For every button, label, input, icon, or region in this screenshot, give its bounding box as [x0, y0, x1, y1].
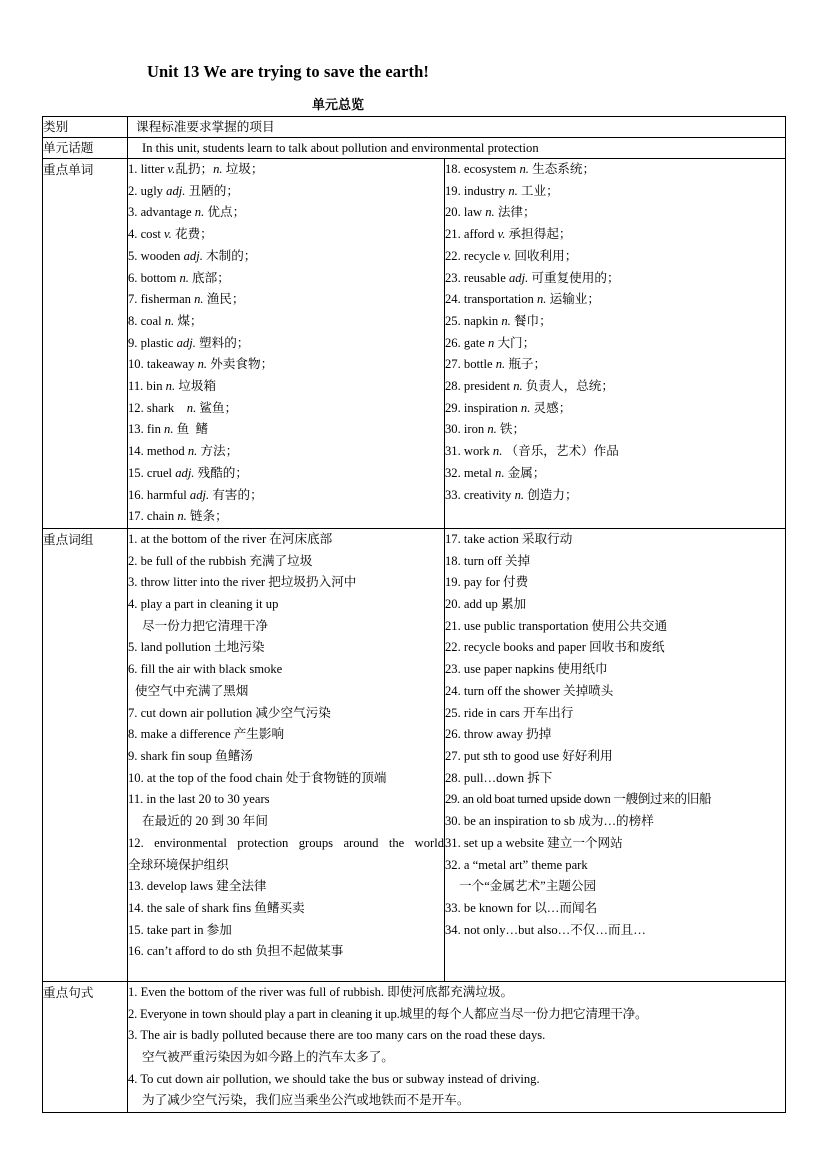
- vocab-meaning: 回收利用；: [511, 248, 578, 263]
- phrase-item: 11. in the last 20 to 30 years: [128, 792, 270, 807]
- vocab-item: [128, 268, 444, 290]
- vocab-meaning: 生态系统；: [528, 162, 596, 176]
- phrase-item: 30. be an inspiration to sb 成为…的榜样: [445, 814, 654, 829]
- phrase-item: 20. add up 累加: [445, 597, 527, 612]
- phrase-item: 34. not only…but also…不仅…而且…: [445, 922, 646, 937]
- vocab-meaning: 优点；: [204, 205, 246, 220]
- phrase-translation: 在最近的 20 到 30 年间: [142, 814, 268, 829]
- phrase-item: 3. throw litter into the river 把垃圾扔入河中: [128, 575, 357, 590]
- vocab-word: 4. cost: [128, 227, 165, 242]
- vocab-left-cell: [128, 159, 445, 529]
- sentences-label: 重点句式: [43, 981, 128, 1112]
- vocab-word: 20. law: [445, 205, 486, 220]
- header-category: 类别: [43, 117, 128, 138]
- sentence-translation: 空气被严重污染因为如今路上的汽车太多了。: [142, 1050, 394, 1065]
- vocab-word: 24. transportation: [445, 292, 537, 307]
- vocab-meaning: 木制的；: [202, 248, 257, 263]
- part-of-speech: n.: [487, 422, 497, 437]
- vocab-right-list: [445, 159, 785, 506]
- vocab-word: 17. chain: [128, 509, 178, 524]
- phrase-item: 2. be full of the rubbish 充满了垃圾: [128, 553, 313, 568]
- vocab-item: [445, 311, 785, 333]
- vocab-item: [128, 333, 444, 355]
- phrase-item: 21. use public transportation 使用公共交通: [445, 618, 668, 633]
- vocab-item: [445, 181, 785, 203]
- vocab-word: 6. bottom: [128, 270, 180, 285]
- vocab-word: 15. cruel: [128, 465, 176, 480]
- vocab-meaning: 乱扔；: [175, 162, 214, 176]
- phrase-item: 19. pay for 付费: [445, 575, 529, 590]
- vocab-word: 3. advantage: [128, 205, 195, 220]
- vocab-item: [445, 463, 785, 485]
- vocab-item: [445, 268, 785, 290]
- vocab-meaning: 有害的；: [209, 487, 263, 502]
- phrase-item: 17. take action 采取行动: [445, 531, 573, 546]
- vocab-item: [128, 463, 444, 485]
- vocab-meaning: 铁；: [496, 422, 526, 437]
- vocab-word: 2. ugly: [128, 183, 167, 198]
- part-of-speech: n.: [179, 270, 189, 285]
- vocab-word: 30. iron: [445, 422, 488, 437]
- vocab-word: 12. shark: [128, 400, 187, 415]
- sentence-item: 3. The air is badly polluted because there are too many cars on the road these days.: [128, 1028, 546, 1043]
- vocab-word: 5. wooden: [128, 248, 184, 263]
- vocab-meaning: 垃圾；: [222, 162, 264, 176]
- vocab-word: 29. inspiration: [445, 400, 521, 415]
- phrase-item: 9. shark fin soup 鱼鳍汤: [128, 748, 253, 763]
- phrase-translation: 使空气中充满了黑烟: [135, 683, 249, 698]
- phrase-item: 5. land pollution 土地污染: [128, 640, 265, 655]
- phrase-item: 15. take part in 参加: [128, 922, 232, 937]
- phrase-item: 28. pull…down 拆下: [445, 770, 553, 785]
- part-of-speech: n.: [520, 400, 531, 415]
- vocab-word: 13. fin: [128, 422, 165, 437]
- vocab-item: [445, 159, 785, 181]
- phrase-item: 32. a “metal art” theme park: [445, 857, 588, 872]
- vocab-label: 重点单词: [43, 159, 128, 529]
- part-of-speech: n: [488, 335, 495, 350]
- topic-label: 单元话题: [43, 138, 128, 159]
- vocab-item: [445, 202, 785, 224]
- vocab-item: [128, 376, 444, 398]
- vocab-word: 22. recycle: [445, 248, 504, 263]
- vocab-word: 10. takeaway: [128, 357, 198, 372]
- phrase-item: 4. play a part in cleaning it up: [128, 597, 279, 612]
- vocab-word: 21. afford: [445, 227, 498, 242]
- vocab-item: [445, 398, 785, 420]
- vocab-word: 33. creativity: [445, 487, 515, 502]
- vocab-meaning: 金属；: [504, 465, 546, 480]
- vocab-item: [128, 398, 444, 420]
- sentences-cell: [128, 981, 786, 1112]
- part-of-speech: n.: [492, 444, 503, 459]
- phrase-item: 1. at the bottom of the river 在河床底部: [128, 531, 333, 546]
- part-of-speech: adj.: [183, 248, 203, 263]
- vocab-item: [445, 289, 785, 311]
- vocab-word: 9. plastic: [128, 335, 177, 350]
- vocab-item: [128, 506, 444, 528]
- part-of-speech: n.: [197, 357, 208, 372]
- vocab-word: 31. work: [445, 444, 493, 459]
- part-of-speech: n.: [519, 162, 529, 176]
- vocab-item: [445, 441, 785, 463]
- vocab-word: 32. metal: [445, 465, 496, 480]
- phrase-item: 23. use paper napkins 使用纸巾: [445, 662, 608, 677]
- vocab-meaning: 链条；: [186, 509, 228, 524]
- vocab-item: [128, 419, 444, 441]
- part-of-speech: adj.: [189, 487, 210, 502]
- part-of-speech: n.: [514, 487, 525, 502]
- phrase-item: 31. set up a website 建立一个网站: [445, 835, 623, 850]
- vocab-meaning: （音乐，艺术）作品: [502, 444, 619, 459]
- vocab-item: [445, 246, 785, 268]
- vocab-item: [128, 224, 444, 246]
- phrase-item: 7. cut down air pollution 减少空气污染: [128, 705, 331, 720]
- vocab-word: 19. industry: [445, 183, 509, 198]
- part-of-speech: n.: [495, 357, 506, 372]
- vocab-item: [445, 224, 785, 246]
- part-of-speech: adj.: [176, 335, 196, 350]
- vocab-meaning: 鱼 鳍: [173, 422, 209, 437]
- part-of-speech: n.: [194, 205, 205, 220]
- sentence-item: 2. Everyone in town should play a part in cleaning it up.城里的每个人都应当尽一份力把它清理干净。: [128, 1006, 648, 1021]
- vocab-meaning: 煤；: [174, 313, 203, 328]
- part-of-speech: v.: [503, 248, 512, 263]
- vocab-meaning: 瓶子；: [505, 357, 547, 372]
- part-of-speech: n.: [165, 379, 176, 394]
- part-of-speech: n.: [164, 313, 175, 328]
- phrase-item: 13. develop laws 建全法律: [128, 879, 267, 894]
- phrase-translation: 一个“金属艺术”主题公园: [459, 879, 597, 894]
- vocab-item: [128, 441, 444, 463]
- vocab-word: 28. president: [445, 379, 514, 394]
- part-of-speech: n.: [495, 465, 505, 480]
- vocab-item: [445, 419, 785, 441]
- part-of-speech: n.: [508, 183, 518, 198]
- vocab-item: [128, 354, 444, 376]
- sentence-translation: 为了减少空气污染，我们应当乘坐公汽或地铁而不是开车。: [142, 1093, 470, 1108]
- phrase-item: 25. ride in cars 开车出行: [445, 705, 574, 720]
- header-items: 课程标准要求掌握的项目: [128, 117, 786, 138]
- part-of-speech: v.: [164, 227, 172, 242]
- vocab-meaning: 运输业；: [546, 292, 600, 307]
- phrase-item: 26. throw away 扔掉: [445, 727, 552, 742]
- vocab-meaning: 渔民；: [203, 292, 245, 307]
- sentence-item: 4. To cut down air pollution, we should take the bus or subway instead of driving.: [128, 1071, 540, 1086]
- phrase-item: 6. fill the air with black smoke: [128, 662, 283, 677]
- vocab-meaning: 餐巾；: [510, 313, 552, 328]
- vocab-meaning: 可重复使用的；: [528, 270, 620, 285]
- part-of-speech: adj.: [509, 270, 529, 285]
- phrases-row: [43, 528, 786, 981]
- vocab-item: [445, 333, 785, 355]
- vocab-meaning: 灵感；: [530, 400, 572, 415]
- header-row: [43, 117, 786, 138]
- vocab-meaning: 工业；: [517, 183, 559, 198]
- vocab-right-cell: [445, 159, 786, 529]
- phrases-right-cell: [445, 528, 786, 981]
- vocab-meaning: 底部；: [188, 270, 230, 285]
- vocab-meaning: 方法；: [197, 444, 239, 459]
- part-of-speech: n.: [213, 162, 223, 176]
- part-of-speech: n.: [537, 292, 547, 307]
- vocab-meaning: 法律；: [494, 205, 536, 220]
- section-subtitle: 单元总览: [312, 97, 365, 112]
- phrase-translation: 尽一份力把它清理干净: [142, 618, 268, 633]
- vocab-word: 16. harmful: [128, 487, 190, 502]
- vocab-item: [128, 485, 444, 507]
- vocab-meaning: 承担得起；: [505, 227, 572, 242]
- phrases-label: 重点词组: [43, 528, 128, 981]
- vocab-item: [128, 159, 444, 181]
- vocab-word: 27. bottle: [445, 357, 496, 372]
- vocab-meaning: 垃圾箱: [175, 379, 217, 394]
- phrase-item: 33. be known for 以…而闻名: [445, 900, 598, 915]
- part-of-speech: adj.: [166, 183, 186, 198]
- sentence-item: 1. Even the bottom of the river was full of rubbish. 即使河底都充满垃圾。: [128, 984, 514, 999]
- phrase-item: 27. put sth to good use 好好利用: [445, 748, 613, 763]
- part-of-speech: n.: [485, 205, 495, 220]
- unit-overview-table: [42, 116, 786, 1113]
- phrase-item: 24. turn off the shower 关掉喷头: [445, 683, 614, 698]
- vocab-meaning: 塑料的；: [195, 335, 250, 350]
- vocab-meaning: 鲨鱼；: [196, 400, 238, 415]
- vocab-meaning: 丑陋的；: [185, 183, 239, 198]
- vocab-item: [128, 311, 444, 333]
- part-of-speech: adj.: [175, 465, 195, 480]
- vocab-left-list: [128, 159, 444, 528]
- vocab-row: [43, 159, 786, 529]
- vocab-word: 8. coal: [128, 313, 165, 328]
- vocab-item: [128, 246, 444, 268]
- vocab-word: 23. reusable: [445, 270, 509, 285]
- phrase-item: 29. an old boat turned upside down 一艘倒过来的旧船: [445, 792, 712, 807]
- vocab-item: [128, 289, 444, 311]
- page-title: Unit 13 We are trying to save the earth!: [147, 62, 430, 81]
- vocab-meaning: 负责人，总统；: [522, 379, 614, 394]
- part-of-speech: n.: [513, 379, 523, 394]
- phrase-item: 18. turn off 关掉: [445, 553, 531, 568]
- part-of-speech: n.: [186, 400, 197, 415]
- vocab-item: [445, 376, 785, 398]
- phrase-item: 10. at the top of the food chain 处于食物链的顶端: [128, 770, 387, 785]
- vocab-word: 1. litter: [128, 162, 168, 176]
- part-of-speech: n.: [501, 313, 511, 328]
- vocab-word: 14. method: [128, 444, 188, 459]
- vocab-meaning: 花费；: [171, 227, 213, 242]
- vocab-word: 26. gate: [445, 335, 489, 350]
- vocab-item: [128, 202, 444, 224]
- vocab-item: [128, 181, 444, 203]
- vocab-word: 25. napkin: [445, 313, 502, 328]
- vocab-word: 18. ecosystem: [445, 162, 520, 176]
- topic-row: [43, 138, 786, 159]
- vocab-item: [445, 354, 785, 376]
- topic-text: In this unit, students learn to talk about pollution and environmental protection: [128, 138, 786, 159]
- part-of-speech: v.: [497, 227, 506, 242]
- phrases-left-cell: [128, 528, 445, 981]
- vocab-meaning: 外卖食物；: [207, 357, 274, 372]
- part-of-speech: n.: [187, 444, 198, 459]
- phrase-item: 14. the sale of shark fins 鱼鳍买卖: [128, 900, 305, 915]
- vocab-word: 7. fisherman: [128, 292, 195, 307]
- part-of-speech: n.: [194, 292, 204, 307]
- phrase-item: 12. environmental protection groups around the world 全球环境保护组织: [128, 835, 444, 872]
- part-of-speech: n.: [177, 509, 187, 524]
- part-of-speech: v.: [167, 162, 176, 176]
- part-of-speech: n.: [164, 422, 174, 437]
- vocab-meaning: 创造力；: [524, 487, 578, 502]
- phrase-item: 16. can’t afford to do sth 负担不起做某事: [128, 944, 344, 959]
- phrase-item: 22. recycle books and paper 回收书和废纸: [445, 640, 665, 655]
- vocab-item: [445, 485, 785, 507]
- vocab-meaning: 大门；: [494, 335, 536, 350]
- sentences-row: [43, 981, 786, 1112]
- vocab-word: 11. bin: [128, 379, 166, 394]
- vocab-meaning: 残酷的；: [194, 465, 248, 480]
- phrase-item: 8. make a difference 产生影响: [128, 727, 285, 742]
